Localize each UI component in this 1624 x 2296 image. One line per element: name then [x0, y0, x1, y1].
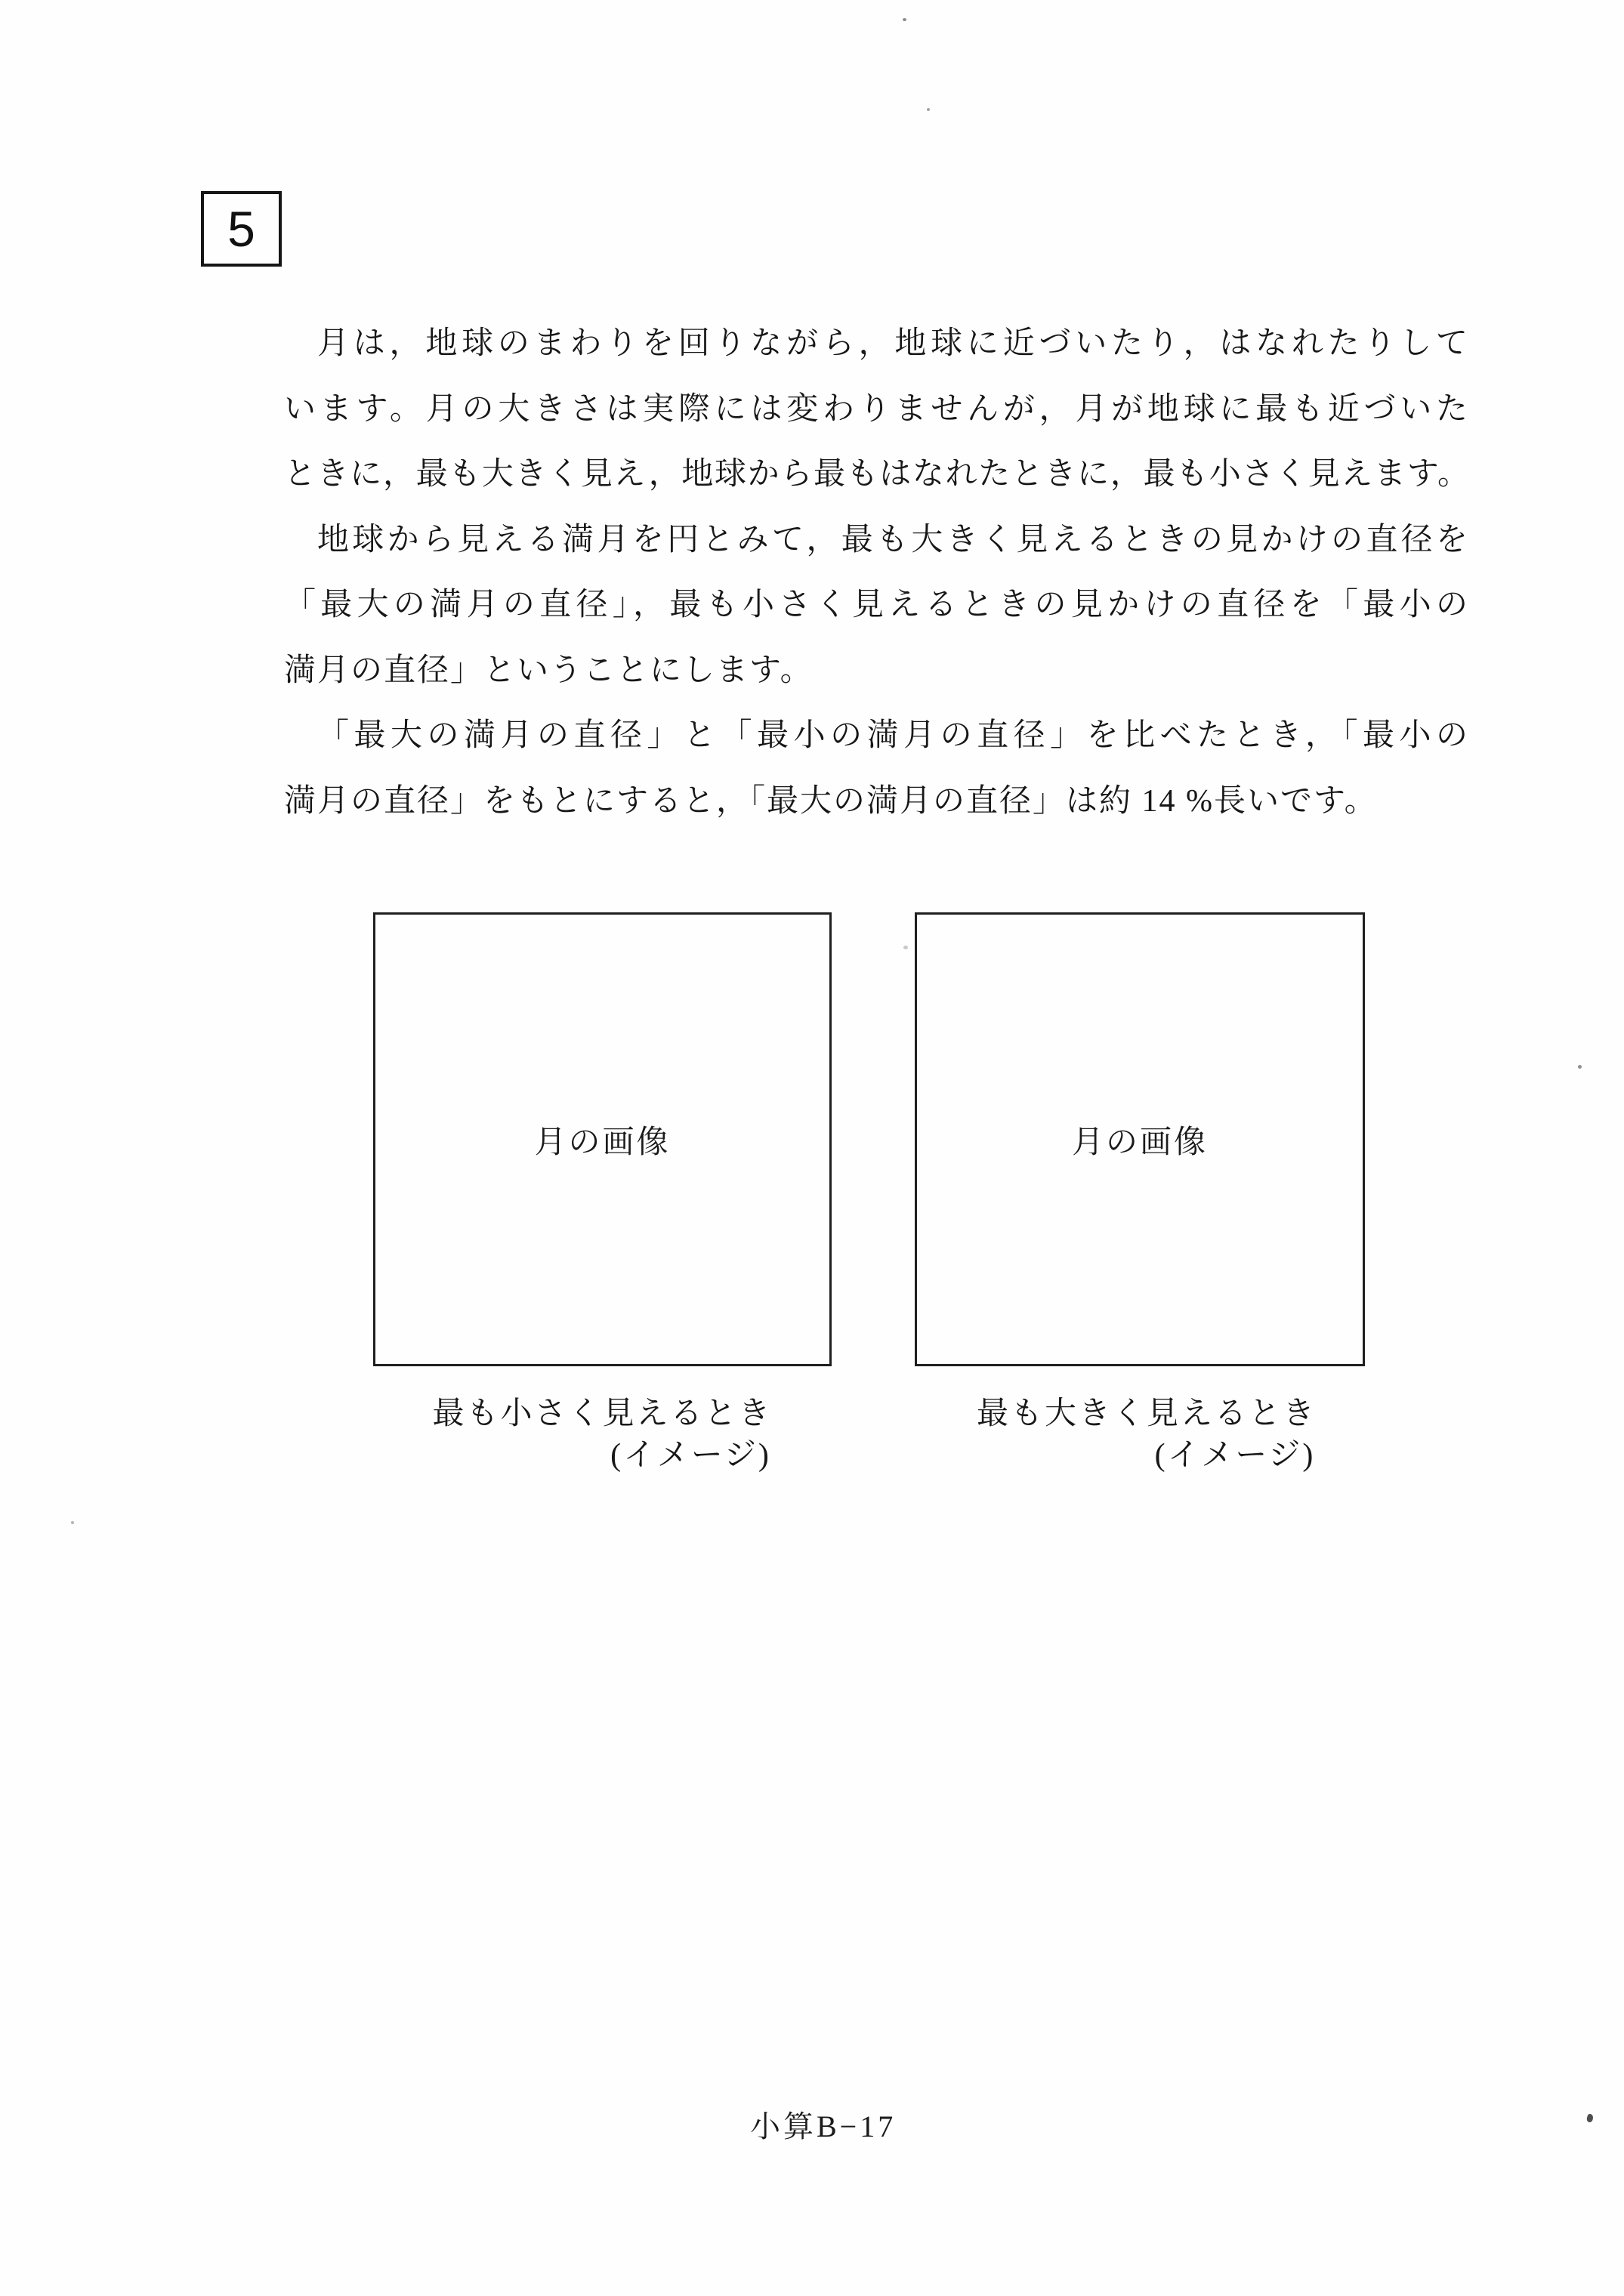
- caption-smallest-line2: (イメージ): [610, 1438, 771, 1473]
- scan-speck: [903, 18, 906, 21]
- text-line: 月は，地球のまわりを回りながら，地球に近づいたり，はなれたりして: [317, 326, 1469, 361]
- scan-speck: [927, 108, 930, 111]
- text-line: ときに，最も大きく見え，地球から最もはなれたときに，最も小さく見えます。: [284, 457, 1469, 492]
- scan-speck: [1578, 1065, 1582, 1069]
- problem-number-box: [201, 191, 282, 267]
- moon-image-placeholder-label: 月の画像: [1071, 1125, 1208, 1160]
- moon-image-placeholder-box-small: [373, 912, 832, 1366]
- problem-statement: [284, 311, 1469, 834]
- caption-largest-line1: 最も大きく見えるとき: [976, 1396, 1317, 1431]
- text-line: 満月の直径」ということにします。: [284, 653, 814, 688]
- caption-largest-line2: (イメージ): [1154, 1438, 1316, 1473]
- scan-speck: [903, 946, 908, 949]
- moon-image-placeholder-label: 月の画像: [534, 1125, 671, 1160]
- text-line: 満月の直径」をもとにすると，「最大の満月の直径」は約 14 %長いです。: [284, 783, 1378, 819]
- scan-speck: [71, 1521, 74, 1524]
- text-line: 「最大の満月の直径」，最も小さく見えるときの見かけの直径を「最小の: [284, 588, 1469, 622]
- problem-number: 5: [227, 201, 255, 257]
- footer-page-label: 小算B−17: [750, 2109, 897, 2143]
- text-line: 「最大の満月の直径」と「最小の満月の直径」を比べたとき，「最小の: [317, 718, 1469, 753]
- text-line: 地球から見える満月を円とみて，最も大きく見えるときの見かけの直径を: [317, 522, 1469, 557]
- moon-image-placeholder-box-large: [915, 912, 1365, 1366]
- text-line: います。月の大きさは実際には変わりませんが，月が地球に最も近づいた: [284, 391, 1469, 427]
- caption-smallest-line1: 最も小さく見えるとき: [432, 1396, 773, 1431]
- scan-speck: [1586, 2113, 1594, 2123]
